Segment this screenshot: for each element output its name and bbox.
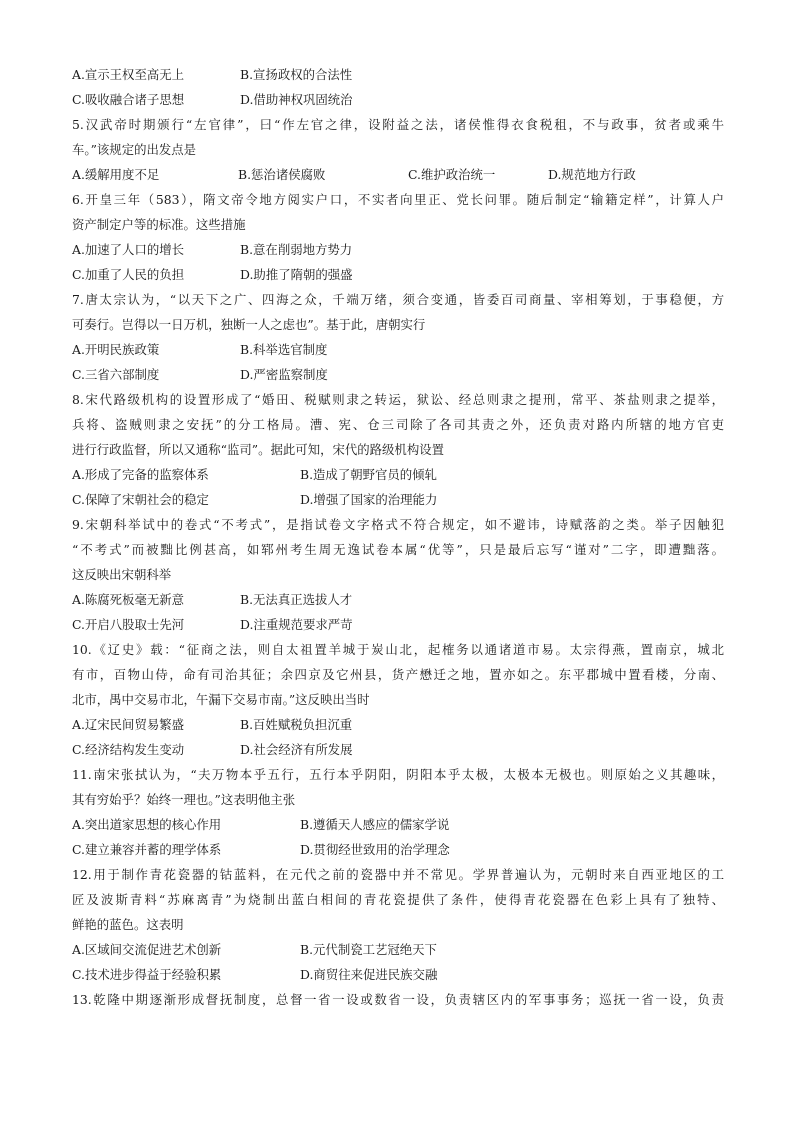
answer-option: B.意在削弱地方势力 (240, 242, 353, 257)
answer-option: D.规范地方行政 (548, 167, 636, 182)
question-text-line: 7.唐太宗认为，“以天下之广、四海之众，千端万绪，须合变通，皆委百司商量、宰相筹划，于事稳便，方 (72, 292, 724, 307)
answer-option: B.惩治诸侯腐败 (238, 167, 326, 182)
answer-option: B.元代制瓷工艺冠绝天下 (300, 942, 437, 957)
question-text-line: 可奏行。岂得以一日万机，独断一人之虑也”。基于此，唐朝实行 (72, 317, 426, 332)
question-text-line: 有市，百物山侍，命有司治其征；余四京及它州县，货产懋迁之地，置亦如之。东平郡城中置看楼，分南、 (72, 667, 724, 682)
answer-options-row (72, 462, 724, 487)
answer-options-row (72, 612, 724, 637)
question-text-line: 兵将、盗贼则隶之安抚”的分工格局。漕、宪、仓三司除了各司其责之外，还负责对路内所辖的地方官吏 (72, 417, 724, 432)
answer-options-row (72, 262, 724, 287)
answer-options-row (72, 337, 724, 362)
answer-option: D.注重规范要求严苛 (240, 617, 353, 632)
question-text-line: 匠及波斯青料“苏麻离青”为烧制出蓝白相间的青花瓷提供了条件，使得青花瓷器在色彩上具有了独特、 (72, 892, 724, 907)
question-text-line: 其有穷始乎？始终一理也。”这表明他主张 (72, 792, 296, 807)
answer-option: D.社会经济有所发展 (240, 742, 353, 757)
answer-option: C.加重了人民的负担 (72, 267, 185, 282)
answer-option: D.增强了国家的治理能力 (300, 492, 438, 507)
answer-options-row (72, 587, 724, 612)
question-text-line: 8.宋代路级机构的设置形成了“婚田、税赋则隶之转运，狱讼、经总则隶之提刑，常平、茶盐则隶之提举， (72, 392, 724, 407)
exam-page (72, 62, 724, 1012)
answer-options-row (72, 712, 724, 737)
answer-option: C.开启八股取士先河 (72, 617, 185, 632)
answer-option: C.三省六部制度 (72, 367, 160, 382)
answer-options-row (72, 737, 724, 762)
question-text-line: 11.南宋张拭认为，“夫万物本乎五行，五行本乎阴阳，阴阳本乎太极，太极本无极也。则原始之义其趣味， (72, 767, 724, 782)
question-text-line: 这反映出宋朝科举 (72, 567, 172, 582)
question-text-line: 北市，禺中交易市北，午漏下交易市南。”这反映出当时 (72, 692, 370, 707)
answer-options-row (72, 162, 724, 187)
answer-option: B.遵循天人感应的儒家学说 (300, 817, 450, 832)
question-text-line: 10.《辽史》载：“征商之法，则自太祖置羊城于炭山北，起榷务以通诸道市易。太宗得燕，置南京，城北 (72, 642, 724, 657)
answer-options-row (72, 837, 724, 862)
question-text-line: 9.宋朝科举试中的卷式“不考式”，是指试卷文字格式不符合规定，如不避讳，诗赋落韵之类。举子因触犯 (72, 517, 724, 532)
answer-option: B.造成了朝野官员的倾轧 (300, 467, 437, 482)
answer-option: A.缓解用度不足 (72, 167, 160, 182)
answer-option: D.严密监察制度 (240, 367, 328, 382)
answer-option: B.宣扬政权的合法性 (240, 67, 353, 82)
answer-option: D.商贸往来促进民族交融 (300, 967, 438, 982)
question-text-line: 5.汉武帝时期颁行“左官律”，曰“作左官之律，设附益之法，诸侯惟得衣食税租，不与政事，贫者或乘牛 (72, 117, 724, 132)
answer-options-row (72, 962, 724, 987)
answer-options-row (72, 87, 724, 112)
answer-options-row (72, 362, 724, 387)
answer-option: B.科举选官制度 (240, 342, 328, 357)
answer-option: A.宣示王权至高无上 (72, 67, 185, 82)
answer-option: C.建立兼容并蓄的理学体系 (72, 842, 222, 857)
answer-options-row (72, 812, 724, 837)
answer-options-row (72, 237, 724, 262)
answer-option: C.保障了宋朝社会的稳定 (72, 492, 209, 507)
answer-option: A.加速了人口的增长 (72, 242, 185, 257)
answer-options-row (72, 62, 724, 87)
answer-options-row (72, 937, 724, 962)
question-text-line: 12.用于制作青花瓷器的钴蓝料，在元代之前的瓷器中并不常见。学界普遍认为，元朝时来自西亚地区的工 (72, 867, 724, 882)
question-text-line: 鲜艳的蓝色。这表明 (72, 917, 184, 932)
question-text-line: “不考式”而被黜比例甚高，如郓州考生周无逸试卷本属“优等”，只是最后忘写“谨对”二字，即遭黜落。 (72, 542, 724, 557)
question-text-line: 进行行政监督，所以又通称“监司”。据此可知，宋代的路级机构设置 (72, 442, 444, 457)
question-text-line: 资产制定户等的标准。这些措施 (72, 217, 246, 232)
answer-option: B.无法真正选拔人才 (240, 592, 353, 607)
question-text-line: 车。”该规定的出发点是 (72, 142, 197, 157)
answer-option: C.维护政治统一 (408, 167, 496, 182)
answer-option: A.形成了完备的监察体系 (72, 467, 209, 482)
answer-option: B.百姓赋税负担沉重 (240, 717, 353, 732)
answer-option: A.开明民族政策 (72, 342, 160, 357)
answer-option: D.贯彻经世致用的治学理念 (300, 842, 450, 857)
answer-option: A.辽宋民间贸易繁盛 (72, 717, 185, 732)
answer-option: A.陈腐死板毫无新意 (72, 592, 185, 607)
answer-option: D.借助神权巩固统治 (240, 92, 353, 107)
answer-options-row (72, 487, 724, 512)
answer-option: A.区域间交流促进艺术创新 (72, 942, 222, 957)
answer-option: D.助推了隋朝的强盛 (240, 267, 353, 282)
answer-option: C.吸收融合诸子思想 (72, 92, 185, 107)
answer-option: C.技术进步得益于经验积累 (72, 967, 222, 982)
answer-option: A.突出道家思想的核心作用 (72, 817, 222, 832)
question-text-line: 6.开皇三年（583），隋文帝令地方阅实户口，不实者向里正、党长问罪。随后制定“输籍定样”，计算人户 (72, 192, 724, 207)
question-text-line: 13.乾隆中期逐渐形成督抚制度，总督一省一设或数省一设，负责辖区内的军事事务；巡抚一省一设，负责 (72, 992, 724, 1007)
answer-option: C.经济结构发生变动 (72, 742, 185, 757)
